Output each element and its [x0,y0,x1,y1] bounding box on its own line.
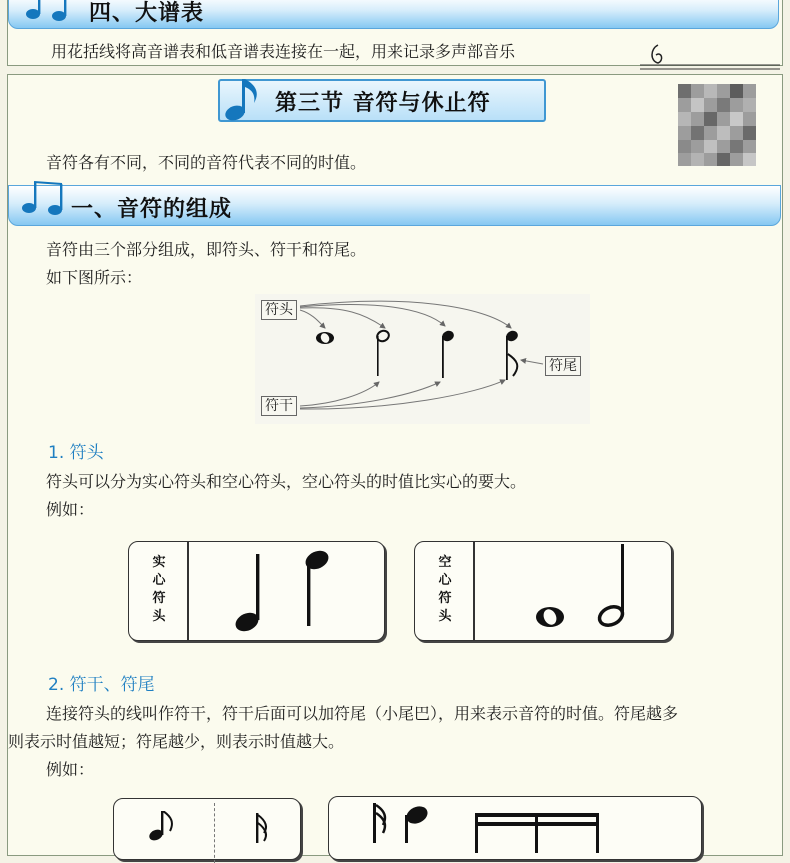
top-section-title: 四、大谱表 [89,1,205,26]
sixteenth-note-icon [367,803,437,843]
section-title: 第三节 音符与休止符 [275,91,491,116]
solid-notehead-label: 实心符头 [152,555,166,624]
music-notes-icon [17,0,77,28]
card-divider [473,542,475,640]
sub2-line3: 例如： [46,760,95,779]
sub1-line2: 例如： [46,500,95,519]
eighth-note-icon [144,811,184,851]
part1-line2: 如下图所示： [46,268,143,287]
note-tail-label: 符尾 [545,356,581,376]
solid-notehead-card [128,541,385,641]
eighth-note-icon [222,75,262,123]
part1-title: 一、音符的组成 [71,197,233,222]
hollow-notehead-card [414,541,672,641]
part1-line1: 音符由三个部分组成，即符头、符干和符尾。 [46,240,367,259]
sub1-line1: 符头可以分为实心符头和空心符头，空心符头的时值比实心的要大。 [46,472,527,491]
sub2-line2: 则表示时值越短；符尾越少，则表示时值越大。 [8,732,345,751]
section-title-box [218,79,546,122]
half-note-icon [373,326,393,376]
eighth-note-icon [501,326,527,380]
grand-staff-thumbnail [620,39,780,73]
sub2-title: 2. 符干、符尾 [48,675,155,695]
section-intro: 音符各有不同，不同的音符代表不同的时值。 [46,153,367,172]
quarter-note-icon [437,326,457,378]
note-stem-label: 符干 [261,396,297,416]
sub1-title: 1. 符头 [48,443,104,463]
quarter-note-icon [297,546,337,628]
quarter-note-icon [231,552,271,634]
diagram-arrows [255,294,590,424]
whole-note-icon [533,604,567,630]
note-anatomy-diagram [255,294,590,424]
top-section-description: 用花括线将高音谱表和低音谱表连接在一起，用来记录多声部音乐 [51,42,516,61]
hollow-notehead-label: 空心符头 [438,555,452,624]
half-note-icon [595,544,635,630]
music-notes-icon [15,176,75,216]
top-banner [8,0,779,29]
beamed-notes-icon [475,813,605,853]
card-divider [187,542,189,640]
card-divider [214,803,215,863]
part1-banner [8,185,781,226]
qr-code-image [678,84,756,166]
note-head-label: 符头 [261,300,297,320]
sixteenth-note-icon [250,813,280,853]
sub2-line1: 连接符头的线叫作符干，符干后面可以加符尾（小尾巴），用来表示音符的时值。符尾越多 [46,704,679,723]
whole-note-icon [313,330,337,346]
previous-page [7,0,783,66]
beam-example-card [328,796,702,860]
tail-example-card [113,798,301,860]
